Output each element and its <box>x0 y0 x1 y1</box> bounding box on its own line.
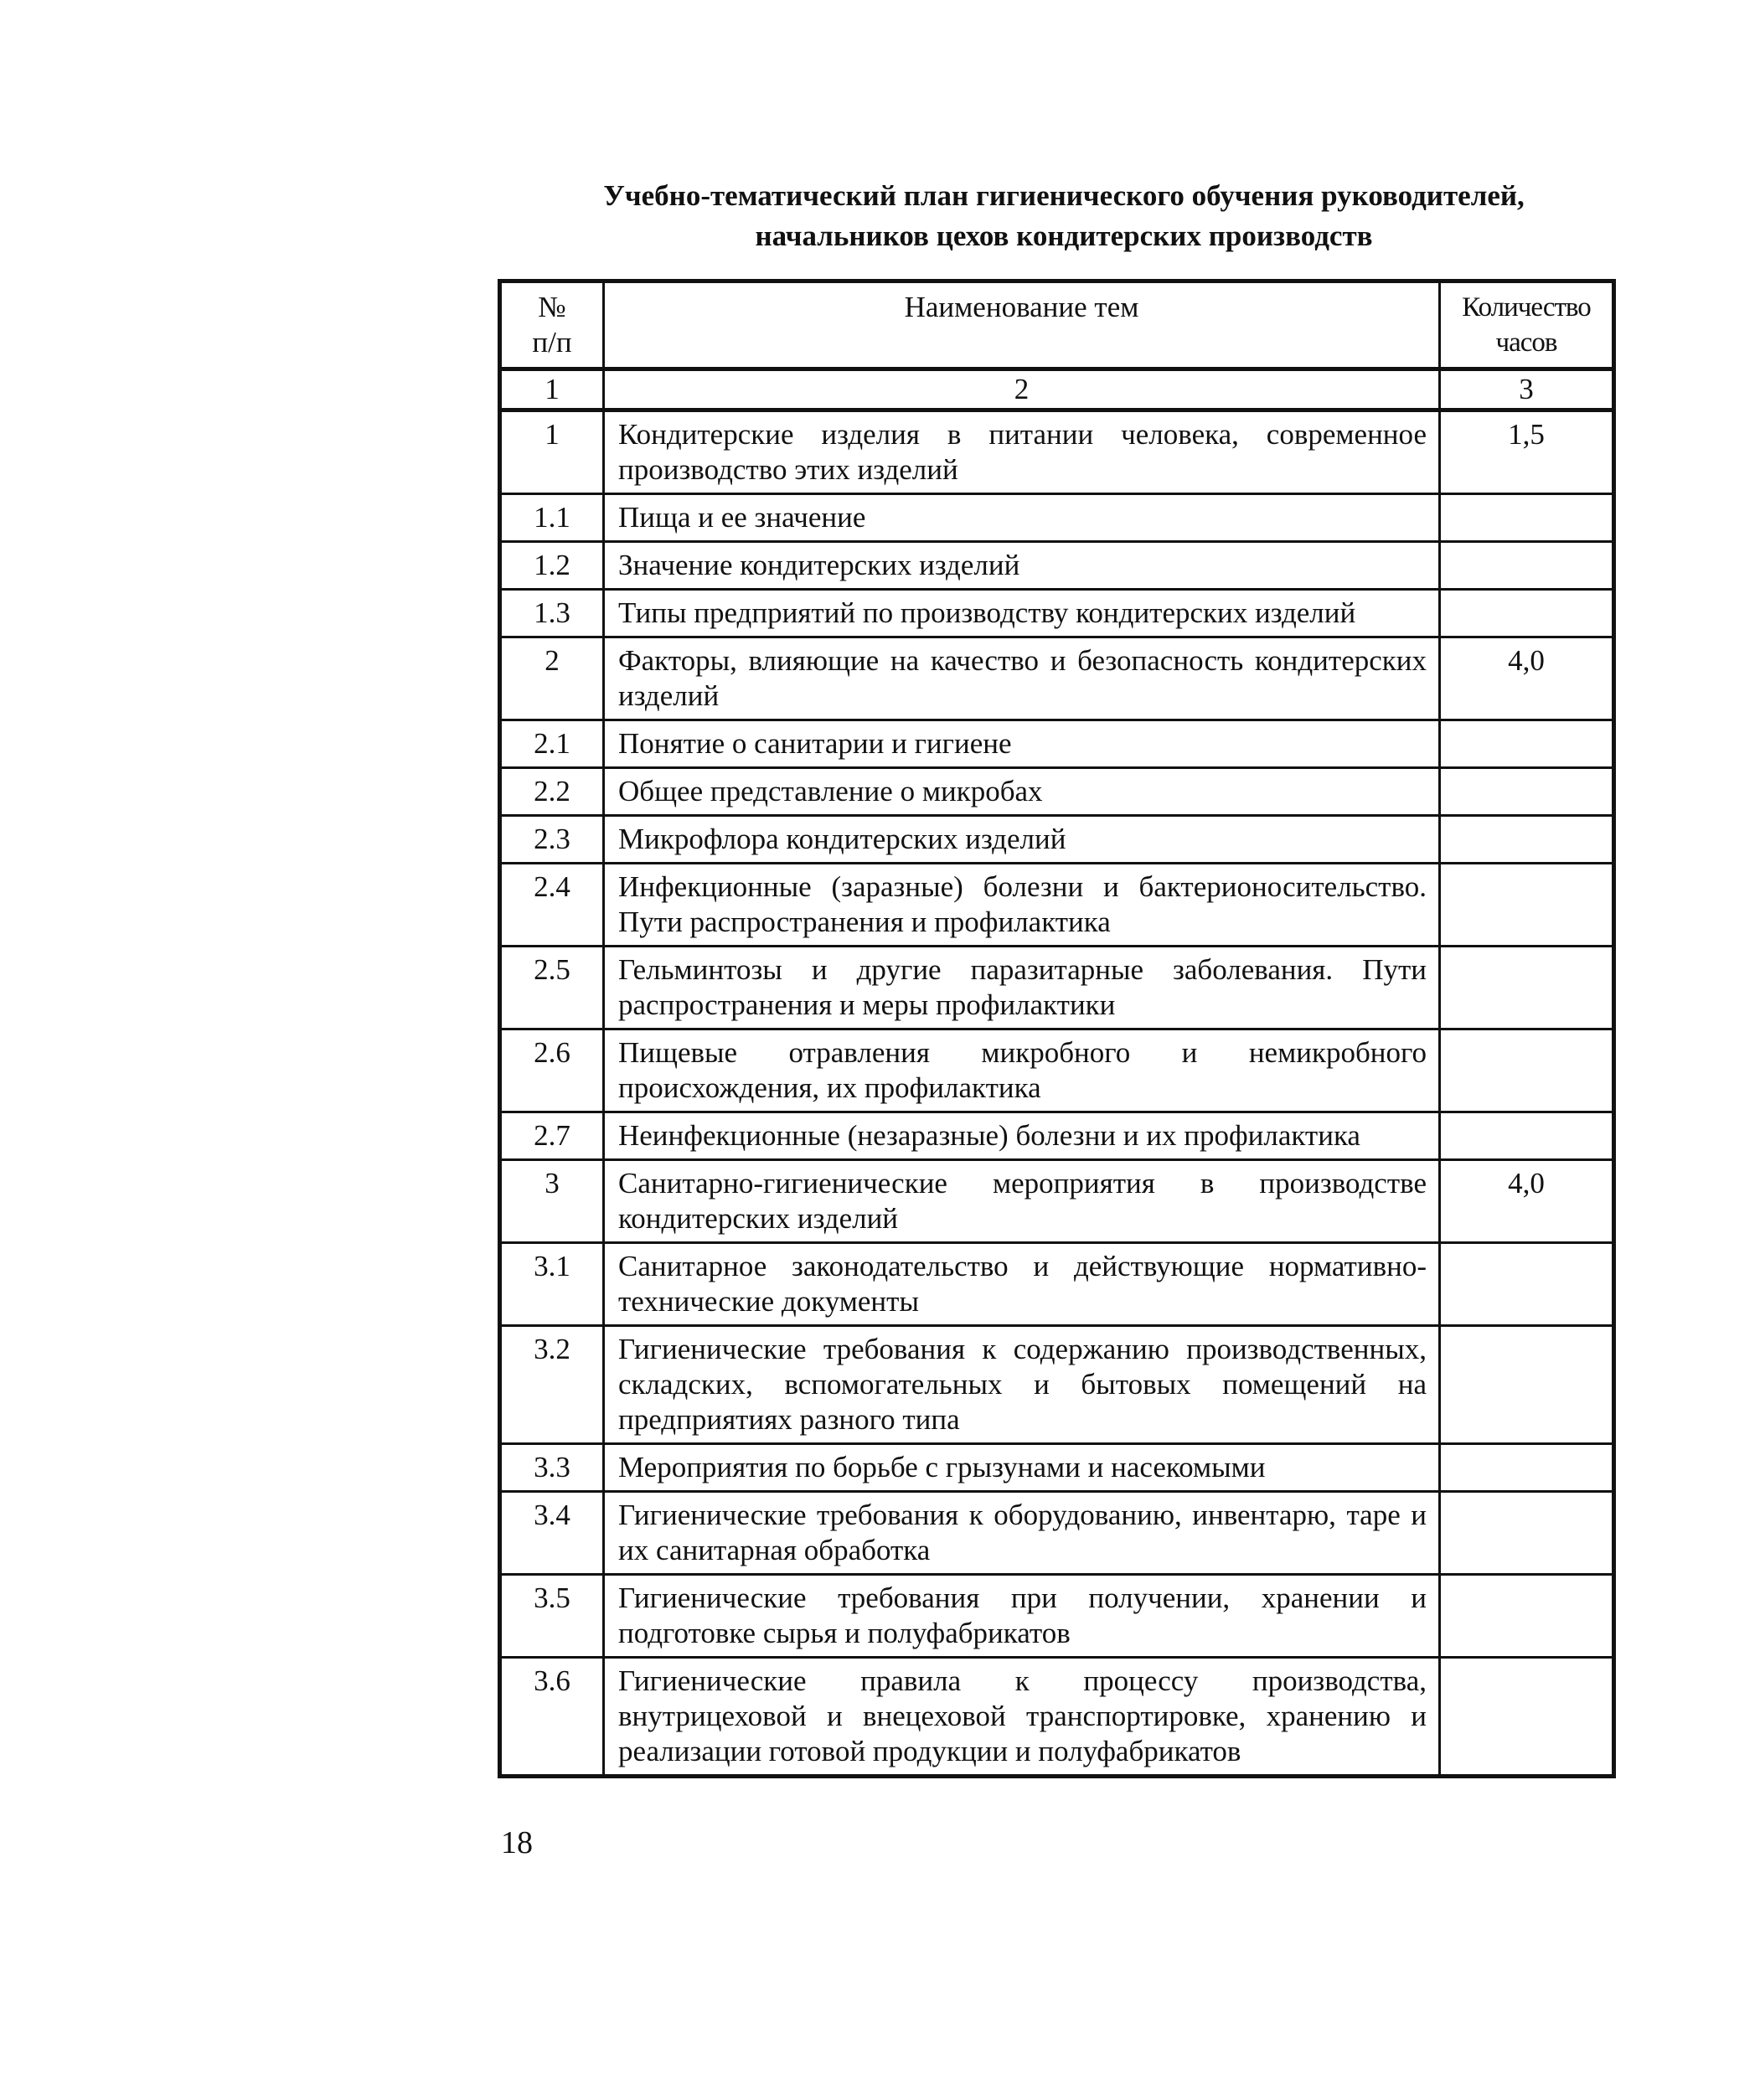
topic-name: Кондитерские изделия в питании человека, современное производство этих изделий <box>604 410 1440 494</box>
row-number: 2.2 <box>500 768 604 816</box>
topic-hours <box>1440 816 1614 864</box>
header-num-line-1: № <box>538 291 566 323</box>
topic-hours <box>1440 1444 1614 1492</box>
topic-hours <box>1440 1326 1614 1444</box>
header-name: Наименование тем <box>604 281 1440 369</box>
row-number: 2.5 <box>500 947 604 1029</box>
topic-name: Неинфекционные (незаразные) болезни и их профилактика <box>604 1112 1440 1160</box>
table-row <box>500 542 1614 590</box>
row-number: 3.5 <box>500 1575 604 1658</box>
topic-hours: 4,0 <box>1440 1160 1614 1243</box>
table-row <box>500 947 1614 1029</box>
table-row <box>500 494 1614 542</box>
topic-name: Микрофлора кондитерских изделий <box>604 816 1440 864</box>
topic-hours <box>1440 1492 1614 1575</box>
topic-hours <box>1440 1575 1614 1658</box>
topic-hours <box>1440 590 1614 637</box>
topic-hours <box>1440 720 1614 768</box>
row-number: 3.3 <box>500 1444 604 1492</box>
table-row <box>500 816 1614 864</box>
page-number: 18 <box>501 1825 533 1860</box>
row-number: 2.1 <box>500 720 604 768</box>
table-row <box>500 864 1614 947</box>
topic-hours <box>1440 1029 1614 1112</box>
table-row <box>500 720 1614 768</box>
topic-name: Гельминтозы и другие паразитарные заболевания. Пути распространения и меры профилактики <box>604 947 1440 1029</box>
table-row <box>500 1575 1614 1658</box>
row-number: 3.6 <box>500 1658 604 1777</box>
column-number: 1 <box>500 369 604 410</box>
topic-name: Мероприятия по борьбе с грызунами и насекомыми <box>604 1444 1440 1492</box>
topic-hours <box>1440 1658 1614 1777</box>
topic-name: Значение кондитерских изделий <box>604 542 1440 590</box>
topic-hours <box>1440 864 1614 947</box>
row-number: 2.3 <box>500 816 604 864</box>
table-row <box>500 1112 1614 1160</box>
topic-hours <box>1440 494 1614 542</box>
row-number: 1.1 <box>500 494 604 542</box>
table-row <box>500 590 1614 637</box>
table-row <box>500 410 1614 494</box>
topic-hours <box>1440 542 1614 590</box>
topic-hours <box>1440 947 1614 1029</box>
column-number-row <box>500 369 1614 410</box>
table-row <box>500 1492 1614 1575</box>
topic-hours <box>1440 1112 1614 1160</box>
table-row <box>500 768 1614 816</box>
document-title <box>469 176 1659 256</box>
title-line-1: Учебно-тематический план гигиенического обучения руководителей, <box>603 179 1525 212</box>
row-number: 2.6 <box>500 1029 604 1112</box>
header-num-line-2: п/п <box>532 326 572 359</box>
topic-name: Пищевые отравления микробного и немикробного происхождения, их профилактика <box>604 1029 1440 1112</box>
topic-hours <box>1440 1243 1614 1326</box>
table-row <box>500 1444 1614 1492</box>
table-row <box>500 1243 1614 1326</box>
row-number: 1 <box>500 410 604 494</box>
title-line-2: начальников цехов кондитерских производств <box>755 219 1373 252</box>
row-number: 2 <box>500 637 604 720</box>
curriculum-table <box>498 279 1616 1778</box>
header-num <box>500 281 604 369</box>
topic-name: Общее представление о микробах <box>604 768 1440 816</box>
topic-name: Факторы, влияющие на качество и безопасность кондитерских изделий <box>604 637 1440 720</box>
row-number: 1.2 <box>500 542 604 590</box>
header-hours-line-2: часов <box>1495 328 1557 358</box>
row-number: 3.2 <box>500 1326 604 1444</box>
topic-name: Гигиенические требования к оборудованию, инвентарю, таре и их санитарная обработка <box>604 1492 1440 1575</box>
topic-name: Гигиенические правила к процессу производства, внутрицеховой и внецеховой транспортировке, хранению и реализации готовой продукции и полуфабрикатов <box>604 1658 1440 1777</box>
topic-name: Инфекционные (заразные) болезни и бактерионосительство. Пути распространения и профилактика <box>604 864 1440 947</box>
topic-hours <box>1440 768 1614 816</box>
topic-name: Гигиенические требования к содержанию производственных, складских, вспомогательных и бытовых помещений на предприятиях разного типа <box>604 1326 1440 1444</box>
row-number: 2.7 <box>500 1112 604 1160</box>
column-number: 3 <box>1440 369 1614 410</box>
table-row <box>500 637 1614 720</box>
table-row <box>500 1029 1614 1112</box>
row-number: 3.4 <box>500 1492 604 1575</box>
row-number: 3.1 <box>500 1243 604 1326</box>
row-number: 2.4 <box>500 864 604 947</box>
topic-name: Санитарно-гигиенические мероприятия в производстве кондитерских изделий <box>604 1160 1440 1243</box>
table-row <box>500 1658 1614 1777</box>
row-number: 3 <box>500 1160 604 1243</box>
table-row <box>500 1326 1614 1444</box>
header-hours-line-1: Количество <box>1462 292 1591 322</box>
header-hours <box>1440 281 1614 369</box>
table-header-row <box>500 281 1614 369</box>
table-row <box>500 1160 1614 1243</box>
topic-hours: 1,5 <box>1440 410 1614 494</box>
topic-name: Типы предприятий по производству кондитерских изделий <box>604 590 1440 637</box>
topic-name: Гигиенические требования при получении, хранении и подготовке сырья и полуфабрикатов <box>604 1575 1440 1658</box>
topic-name: Понятие о санитарии и гигиене <box>604 720 1440 768</box>
row-number: 1.3 <box>500 590 604 637</box>
column-number: 2 <box>604 369 1440 410</box>
topic-name: Пища и ее значение <box>604 494 1440 542</box>
topic-name: Санитарное законодательство и действующие нормативно-технические документы <box>604 1243 1440 1326</box>
topic-hours: 4,0 <box>1440 637 1614 720</box>
